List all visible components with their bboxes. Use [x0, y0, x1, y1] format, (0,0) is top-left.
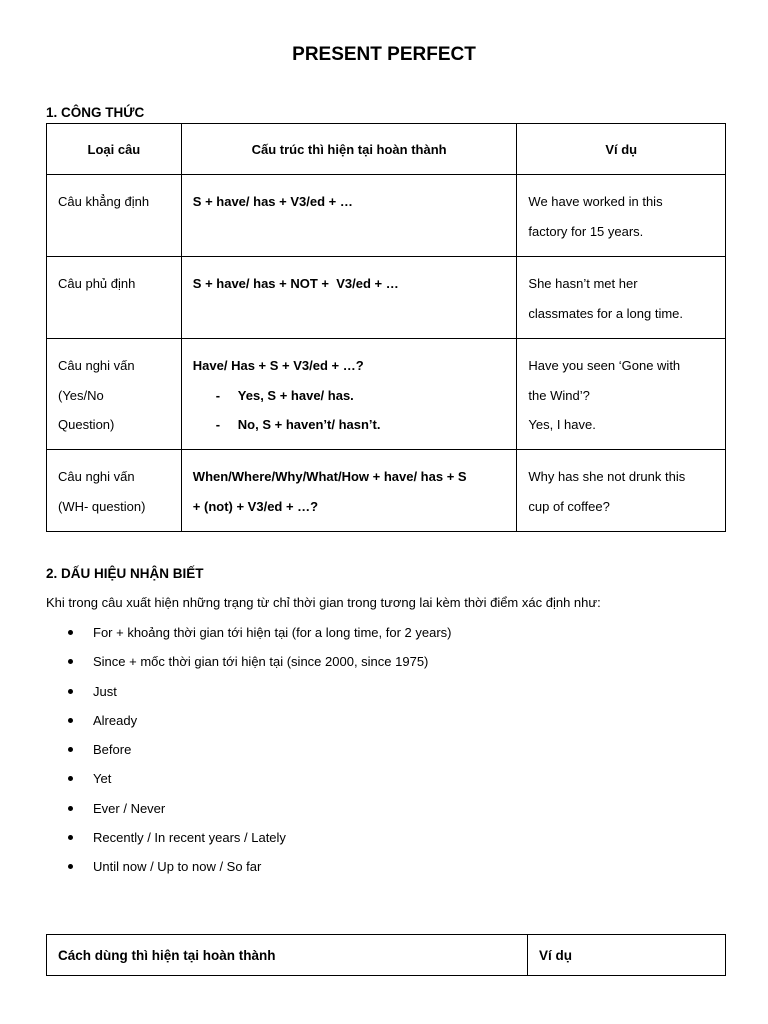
answer-yes [193, 381, 506, 411]
cell-line: factory for 15 years. [528, 223, 644, 239]
cell-line: Yes, I have. [528, 417, 596, 432]
cell-line: Have/ Has + S + V3/ed + …? [192, 358, 364, 373]
header-sentence-type: Loại câu [47, 124, 182, 175]
section1-heading: 1. CÔNG THỨC [46, 105, 145, 120]
example-cell [517, 257, 726, 339]
cell-line: Câu khẳng định [58, 194, 150, 209]
bullet-icon [68, 776, 73, 781]
cell-line: Câu nghi vấn [58, 469, 135, 484]
list-item-text: Since + mốc thời gian tới hiện tại (since 2000, since 1975) [93, 654, 429, 670]
list-item-text: Just [93, 683, 117, 699]
cell-line: Question) [58, 417, 115, 432]
header-usage: Cách dùng thì hiện tại hoàn thành [47, 935, 528, 976]
structure-cell [181, 450, 517, 532]
section2-intro: Khi trong câu xuất hiện những trạng từ chỉ thời gian trong tương lai kèm thời điểm xác định như: [46, 595, 601, 610]
answer-no [193, 410, 506, 440]
dash-marker: - [215, 417, 221, 432]
bullet-icon [68, 864, 73, 869]
list-item [46, 852, 451, 881]
list-item [46, 706, 451, 735]
sentence-type-cell [47, 257, 182, 339]
table-row [47, 450, 726, 532]
cell-line: cup of coffee? [528, 498, 610, 514]
cell-line: S + have/ has + V3/ed + … [192, 194, 353, 209]
usage-table [46, 934, 726, 976]
header-structure: Cấu trúc thì hiện tại hoàn thành [181, 124, 517, 175]
table-row [47, 257, 726, 339]
cell-line: Câu nghi vấn [58, 358, 135, 373]
cell-line: the Wind’? [528, 387, 590, 403]
table-row [47, 175, 726, 257]
cell-line: (Yes/No [58, 387, 104, 403]
answer-text: No, S + haven’t/ hasn’t. [237, 417, 381, 432]
table-row [47, 339, 726, 450]
table-header-row [47, 124, 726, 175]
cell-line: Why has she not drunk this [528, 469, 686, 484]
list-item-text: Until now / Up to now / So far [93, 859, 262, 875]
cell-line: (WH- question) [58, 498, 146, 514]
table-header-row [47, 935, 726, 976]
cell-line: + (not) + V3/ed + …? [192, 498, 319, 514]
list-item-text: For + khoảng thời gian tới hiện tại (for a long time, for 2 years) [93, 625, 452, 640]
sentence-type-cell [47, 339, 182, 450]
list-item [46, 764, 451, 793]
list-item [46, 735, 451, 764]
example-cell [517, 175, 726, 257]
list-item [46, 794, 451, 823]
bullet-icon [68, 689, 73, 694]
list-item [46, 677, 451, 706]
list-item-text: Before [93, 742, 132, 758]
header-example: Ví dụ [528, 935, 726, 976]
signal-word-list [46, 618, 451, 882]
bullet-icon [68, 806, 73, 811]
bullet-icon [68, 835, 73, 840]
bullet-icon [68, 630, 73, 635]
structure-cell [181, 257, 517, 339]
page-title: PRESENT PERFECT [292, 44, 476, 65]
cell-line: classmates for a long time. [528, 305, 684, 321]
structure-cell [181, 339, 517, 450]
cell-line: Have you seen ‘Gone with [528, 358, 681, 373]
bullet-icon [68, 659, 73, 664]
header-example: Ví dụ [517, 124, 726, 175]
bullet-icon [68, 718, 73, 723]
cell-line: Câu phủ định [58, 276, 136, 291]
sentence-type-cell [47, 450, 182, 532]
list-item [46, 618, 451, 647]
list-item [46, 823, 451, 852]
list-item [46, 647, 451, 676]
bullet-icon [68, 747, 73, 752]
list-item-text: Yet [93, 771, 112, 787]
list-item-text: Already [93, 712, 138, 728]
example-cell [517, 450, 726, 532]
sentence-type-cell [47, 175, 182, 257]
list-item-text: Ever / Never [93, 800, 166, 816]
example-cell [517, 339, 726, 450]
dash-marker: - [215, 387, 221, 403]
structure-cell [181, 175, 517, 257]
answer-text: Yes, S + have/ has. [237, 387, 354, 403]
cell-line: When/Where/Why/What/How + have/ has + S [192, 469, 467, 484]
cell-line: She hasn’t met her [528, 276, 638, 291]
section2-heading: 2. DẤU HIỆU NHẬN BIẾT [46, 566, 204, 581]
list-item-text: Recently / In recent years / Lately [93, 830, 286, 846]
cell-line: We have worked in this [528, 194, 663, 209]
cell-line: S + have/ has + NOT + V3/ed + … [192, 276, 399, 291]
formula-table [46, 123, 726, 532]
